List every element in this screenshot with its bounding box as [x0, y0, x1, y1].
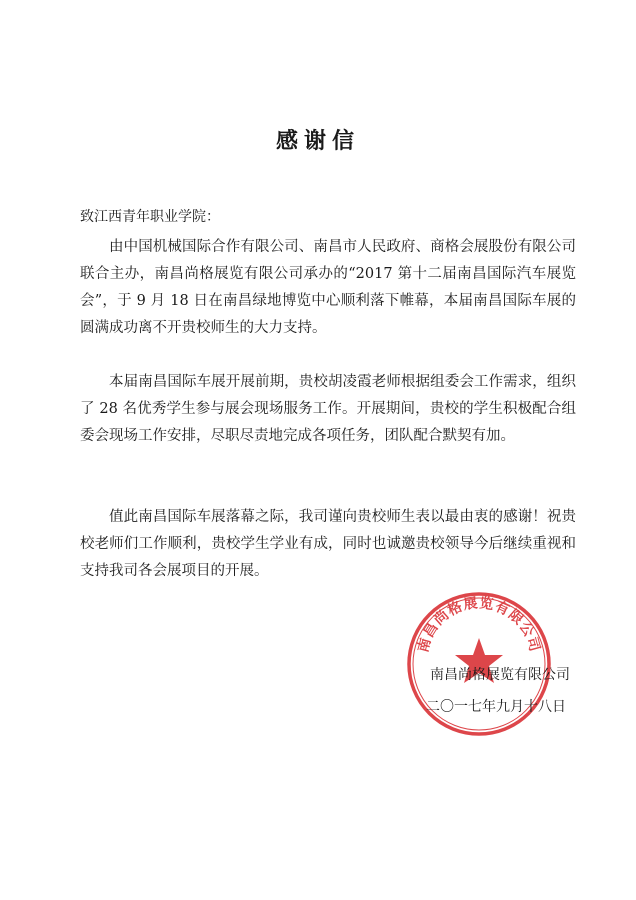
signature: 南昌尚格展览有限公司: [430, 667, 570, 683]
paragraph-3: 值此南昌国际车展落幕之际，我司谨向贵校师生表以最由衷的感谢！祝贵校老师们工作顺利，贵校学生学业有成，同时也诚邀贵校领导今后继续重视和支持我司各会展项目的开展。: [80, 509, 576, 579]
paragraph-2: 本届南昌国际车展开展前期，贵校胡凌霞老师根据组委会工作需求，组织了 28 名优秀学生参与展会现场服务工作。开展期间，贵校的学生积极配合组委会现场工作安排，尽职尽责地完成各项任务，团队配合默契有加。: [80, 374, 576, 444]
letter-date: 二〇一七年九月十八日: [426, 699, 566, 715]
letter-title: 感谢信: [275, 129, 360, 154]
salutation: 致江西青年职业学院：: [80, 209, 220, 225]
paragraph-1: 由中国机械国际合作有限公司、南昌市人民政府、商格会展股份有限公司联合主办，南昌尚格展览有限公司承办的“2017 第十二届南昌国际汽车展览会”，于 9 月 18 日在南昌绿地博览中心顺利落下帷幕，本届南昌国际车展的圆满成功离不开贵校师生的大力支持。: [80, 239, 576, 336]
seal-text: 南昌尚格展览有限公司: [415, 595, 543, 655]
